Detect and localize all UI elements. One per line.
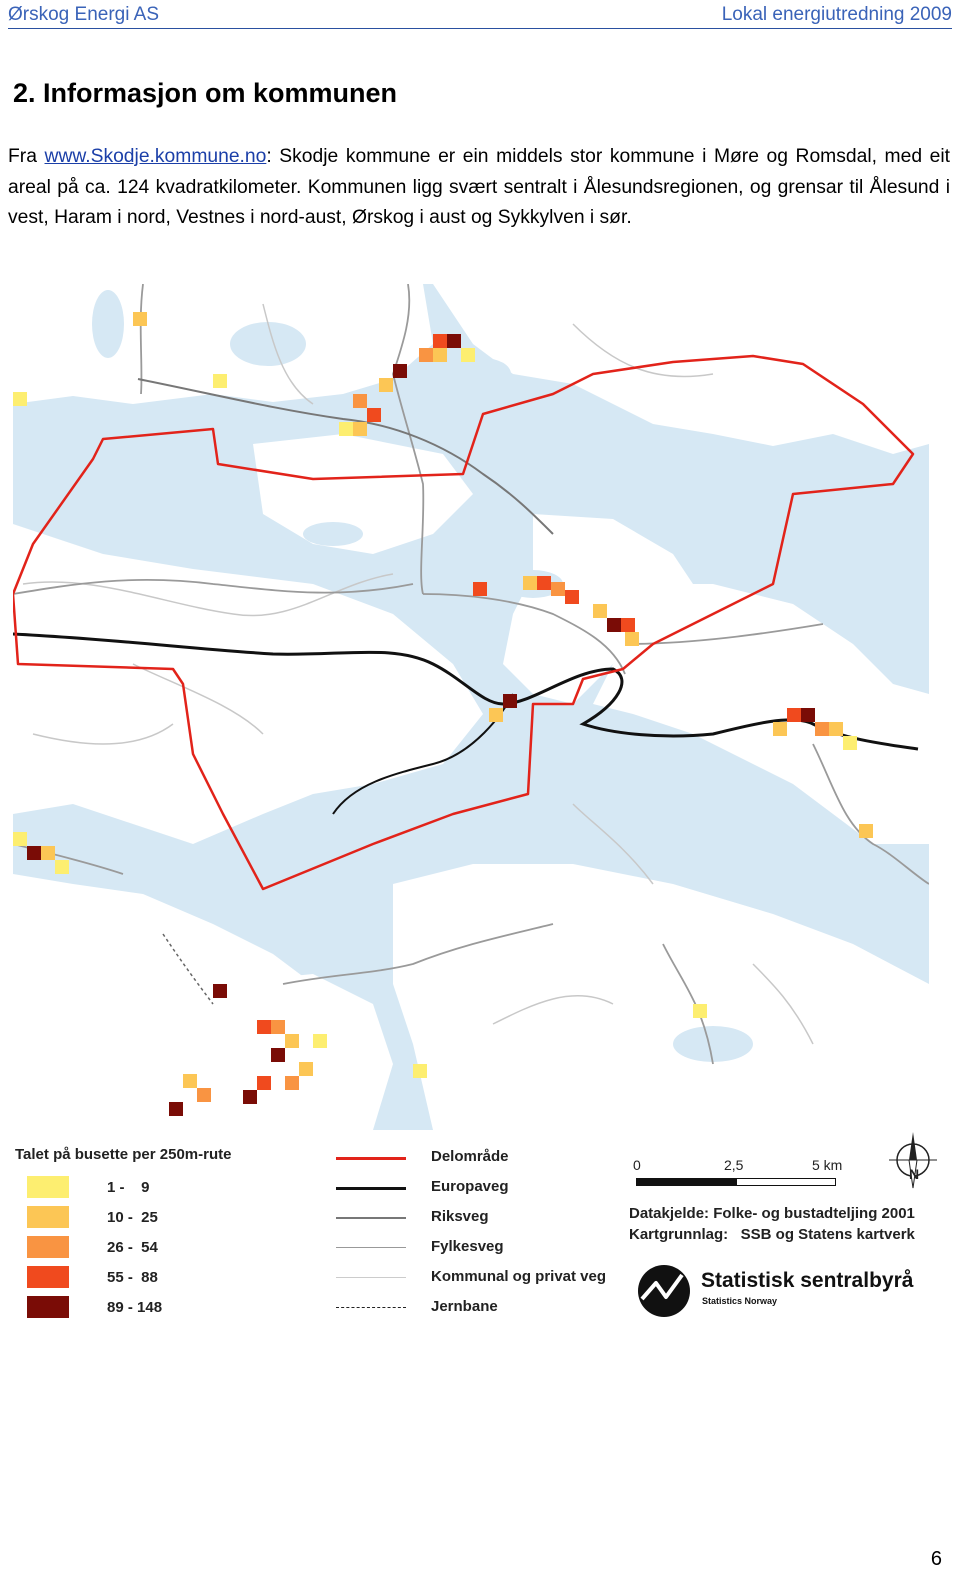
municipality-link[interactable]: www.Skodje.kommune.no — [44, 146, 267, 167]
intro-paragraph — [8, 142, 950, 234]
legend-line-national — [336, 1217, 406, 1219]
legend-line-boundary — [336, 1157, 406, 1160]
legend-line-label-boundary: Delområde — [431, 1148, 509, 1165]
legend-line-label-local: Kommunal og privat veg — [431, 1268, 607, 1285]
legend-swatch-1 — [27, 1176, 69, 1198]
header-document-title: Lokal energiutredning 2009 — [721, 4, 952, 25]
legend-class-label-5: 89 - 148 — [107, 1299, 163, 1316]
north-label: N — [909, 1166, 920, 1182]
legend-title: Talet på busette per 250m-rute — [15, 1146, 232, 1163]
scale-label-end: 5 km — [812, 1157, 843, 1173]
ssb-name: Statistisk sentralbyrå — [701, 1269, 914, 1292]
scale-segment-dark — [636, 1178, 736, 1186]
legend-line-county — [336, 1247, 406, 1248]
source-data-line: Datakjelde: Folke- og bustadteljing 2001 — [629, 1205, 915, 1222]
legend-swatch-4 — [27, 1266, 69, 1288]
legend-line-label-european: Europaveg — [431, 1178, 509, 1195]
scale-label-mid: 2,5 — [724, 1157, 744, 1173]
section-heading: 2. Informasjon om kommunen — [13, 78, 398, 108]
page-header — [8, 2, 952, 29]
north-arrow-icon — [885, 1132, 941, 1190]
legend-line-label-railway: Jernbane — [431, 1298, 498, 1315]
legend-class-label-4: 55 - 88 — [107, 1269, 158, 1286]
page-number: 6 — [930, 1548, 942, 1570]
legend-swatch-3 — [27, 1236, 69, 1258]
paragraph-prefix: Fra — [8, 146, 45, 167]
map-canvas — [13, 284, 929, 1130]
ssb-logo-icon — [636, 1263, 692, 1319]
legend-line-european — [336, 1187, 406, 1190]
legend-class-label-3: 26 - 54 — [107, 1239, 158, 1256]
legend-line-local — [336, 1277, 406, 1278]
legend-line-label-county: Fylkesveg — [431, 1238, 504, 1255]
legend-swatch-5 — [27, 1296, 69, 1318]
scale-label-0: 0 — [633, 1157, 641, 1173]
legend-swatch-2 — [27, 1206, 69, 1228]
paragraph-text: : Skodje kommune er ein middels stor kommune i Møre og Romsdal, med eit areal på ca. 124 kvadratkilometer. Kommunen ligg svært sentralt i Ålesundsregionen, og grensar til Ålesund i vest, Haram i nord, Vestnes i nord-aust, Ørskog i aust og Sykkylven i sør. — [8, 146, 951, 228]
legend-line-railway — [336, 1307, 406, 1308]
legend-class-label-2: 10 - 25 — [107, 1209, 158, 1226]
legend-class-label-1: 1 - 9 — [107, 1179, 150, 1196]
ssb-logo — [636, 1263, 936, 1323]
population-map — [13, 284, 929, 1130]
legend-line-label-national: Riksveg — [431, 1208, 489, 1225]
map-legend — [13, 1130, 943, 1330]
source-map-line: Kartgrunnlag: SSB og Statens kartverk — [629, 1226, 915, 1243]
header-company: Ørskog Energi AS — [8, 4, 160, 25]
scale-segment-light — [736, 1178, 836, 1186]
scale-bar — [633, 1156, 846, 1196]
ssb-subtitle: Statistics Norway — [702, 1296, 778, 1306]
